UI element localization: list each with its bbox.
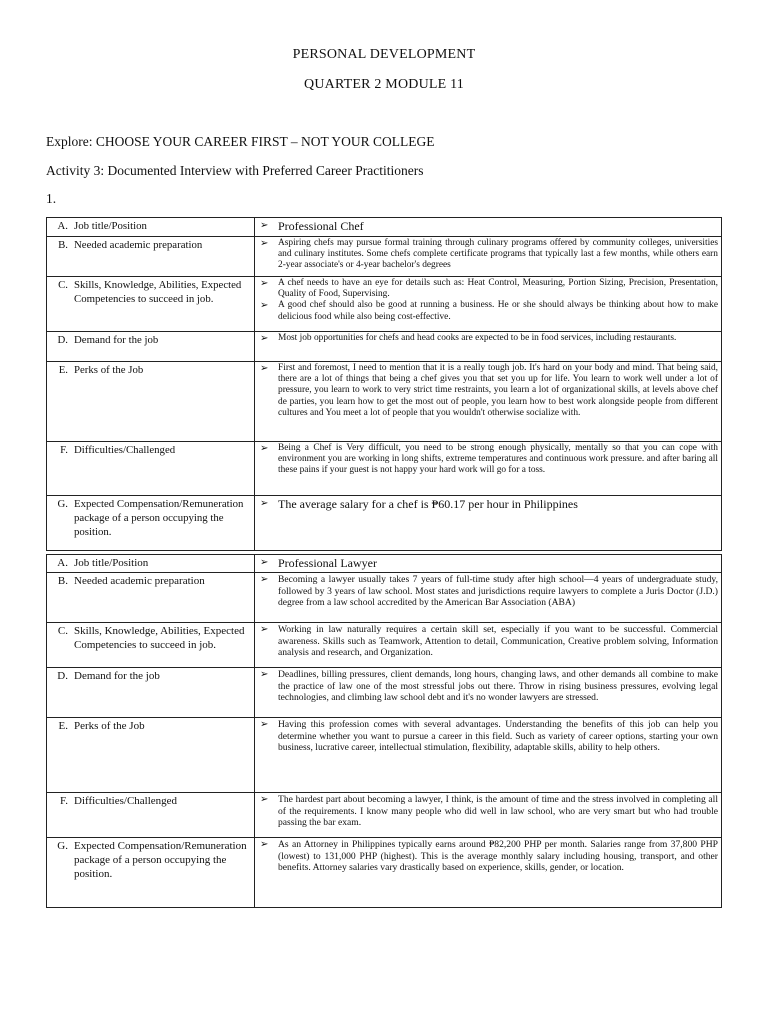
row-value-cell <box>255 718 722 793</box>
row-value-cell <box>255 573 722 623</box>
row-label: Needed academic preparation <box>74 575 205 587</box>
bullet-arrow-icon: ➢ <box>260 498 269 509</box>
row-label-cell <box>47 668 255 718</box>
bullet-arrow-icon: ➢ <box>260 333 269 344</box>
row-label: Difficulties/Challenged <box>74 795 178 807</box>
bullet-text: Having this profession comes with several advantages. Understanding the benefits of this job can help you determine whether you want to pursue a career in this field. Such as variety of career options, starting your own business, lucrative career, intellectual stimulation, flexibility, adaptable skills, ability to help others. <box>278 719 718 754</box>
table-row <box>47 718 722 793</box>
bullet-arrow-icon: ➢ <box>260 574 269 585</box>
table-row <box>47 496 722 551</box>
row-letter: E. <box>58 364 68 376</box>
bullet-text: Deadlines, billing pressures, client demands, long hours, changing laws, and other demands all combine to make the practice of law one of the most stressful jobs out there. Throw in rising business pressures, evolving legal technologies, and climbing law school debt and it's no wonder lawyers are stressed. <box>278 669 718 704</box>
bullet-text: Aspiring chefs may pursue formal training through culinary programs offered by community colleges, universities and culinary institutes. Some chefs complete certificate programs that typically last a few months, while others earn 2-year associate's or 4-year bachelor's degrees <box>278 238 718 271</box>
row-letter: D. <box>57 670 68 682</box>
row-letter: C. <box>58 279 68 291</box>
bullet-text: Working in law naturally requires a certain skill set, especially if you want to be successful. Commercial awareness. Skills such as Teamwork, Attention to detail, Communication, Creative problem solving, Information analysis and research, and Organization. <box>278 624 718 659</box>
bullet-text: The hardest part about becoming a lawyer, I think, is the amount of time and the stress involved in completing all of the requirements. I know many people who did well in law school, who are very smart but who had trouble passing the bar exam. <box>278 794 718 829</box>
table-row <box>47 332 722 362</box>
row-value-cell <box>255 237 722 277</box>
row-letter: F. <box>60 444 68 456</box>
table-row <box>47 838 722 908</box>
row-letter: B. <box>58 239 68 251</box>
row-label: Skills, Knowledge, Abilities, Expected Competencies to succeed in job. <box>74 625 245 651</box>
row-value-cell <box>255 496 722 551</box>
bullet-text: Professional Lawyer <box>278 556 377 570</box>
row-label: Demand for the job <box>74 670 160 682</box>
table-row <box>47 668 722 718</box>
activity-heading: Activity 3: Documented Interview with Preferred Career Practitioners <box>46 163 424 178</box>
row-label-cell <box>47 718 255 793</box>
row-value-cell <box>255 218 722 237</box>
row-letter: C. <box>57 625 68 637</box>
row-label: Expected Compensation/Remuneration package of a person occupying the position. <box>74 840 247 880</box>
row-letter: G. <box>57 840 68 852</box>
bullet-arrow-icon: ➢ <box>260 557 269 568</box>
row-label-cell <box>47 237 255 277</box>
bullet-text: Being a Chef is Very difficult, you need to be strong enough physically, mentally so that you can cope with environment you are working in long shifts, extreme temperatures and continuous work pressure. and after baring all these pains if your guest is not happy your hard work will go for a toss. <box>278 443 718 476</box>
row-letter: F. <box>60 795 68 807</box>
row-label: Expected Compensation/Remuneration package of a person occupying the position. <box>74 498 244 538</box>
row-label-cell <box>47 218 255 237</box>
bullet-arrow-icon: ➢ <box>260 839 269 850</box>
row-value-cell <box>255 793 722 838</box>
row-label: Perks of the Job <box>74 364 144 376</box>
table-row <box>47 277 722 332</box>
row-value-cell <box>255 668 722 718</box>
bullet-arrow-icon: ➢ <box>260 238 269 249</box>
chef-career-table <box>46 217 722 551</box>
table-row <box>47 555 722 573</box>
row-value-cell <box>255 362 722 442</box>
bullet-text: As an Attorney in Philippines typically earns around ₱82,200 PHP per month. Salaries range from 37,800 PHP (lowest) to 131,000 PHP (highest). This is the average monthly salary including housing, transport, and other benefits. Attorney salaries vary drastically based on experience, skills, gender, or location. <box>278 839 718 874</box>
table-row <box>47 623 722 668</box>
row-label: Skills, Knowledge, Abilities, Expected Competencies to succeed in job. <box>74 279 242 305</box>
table-row <box>47 442 722 496</box>
row-label-cell <box>47 573 255 623</box>
bullet-arrow-icon: ➢ <box>260 624 269 635</box>
row-label-cell <box>47 442 255 496</box>
row-label-cell <box>47 277 255 332</box>
row-letter: D. <box>57 334 68 346</box>
row-label-cell <box>47 362 255 442</box>
row-label-cell <box>47 623 255 668</box>
table-row <box>47 573 722 623</box>
row-label-cell <box>47 793 255 838</box>
bullet-arrow-icon: ➢ <box>260 363 269 374</box>
bullet-text: First and foremost, I need to mention that it is a really tough job. It's hard on your body and mind. That being said, there are a lot of things that being a chef gives you that set you up for life. You learn to work well under a lot of pressure, you learn to work to very strict time restraints, you learn a lot of organizational skills, at levels above chef de parties, you learn how to get the most out of people, you learn how to best work alongside people from different cultures and You meet a lot of people that you wouldn't otherwise socialize with. <box>278 363 718 418</box>
item-number: 1. <box>46 191 57 206</box>
bullet-arrow-icon: ➢ <box>260 669 269 680</box>
row-letter: A. <box>57 220 68 232</box>
row-letter: B. <box>57 575 68 587</box>
bullet-text: Professional Chef <box>278 219 364 233</box>
bullet-arrow-icon: ➢ <box>260 719 269 730</box>
bullet-text: A good chef should also be good at running a business. He or she should always be thinking about how to make delicious food while also being cost-effective. <box>278 300 718 322</box>
explore-heading: Explore: CHOOSE YOUR CAREER FIRST – NOT YOUR COLLEGE <box>46 134 435 149</box>
row-label-cell <box>47 555 255 573</box>
table-row <box>47 218 722 237</box>
row-label: Demand for the job <box>74 334 159 346</box>
row-letter: E. <box>58 720 68 732</box>
row-label-cell <box>47 496 255 551</box>
document-subtitle: QUARTER 2 MODULE 11 <box>304 77 464 92</box>
row-value-cell <box>255 555 722 573</box>
table-row <box>47 793 722 838</box>
row-value-cell <box>255 442 722 496</box>
bullet-text: A chef needs to have an eye for details such as: Heat Control, Measuring, Portion Sizing, Precision, Presentation, Quality of Food, Supervising. <box>278 278 718 300</box>
row-label-cell <box>47 838 255 908</box>
bullet-arrow-icon: ➢ <box>260 794 269 805</box>
row-value-cell <box>255 623 722 668</box>
row-letter: A. <box>57 557 68 569</box>
row-label-cell <box>47 332 255 362</box>
row-label: Job title/Position <box>74 557 149 569</box>
bullet-arrow-icon: ➢ <box>260 443 269 454</box>
bullet-arrow-icon: ➢ <box>260 300 269 312</box>
bullet-text: Becoming a lawyer usually takes 7 years of full-time study after high school—4 years of undergraduate study, followed by 3 years of law school. Most states and jurisdictions require lawyers to complete a Juris Doctor (J.D.) degree from a law school accredited by the American Bar Association (ABA) <box>278 574 718 609</box>
row-label: Job title/Position <box>74 220 147 232</box>
row-label: Needed academic preparation <box>74 239 203 251</box>
table-row <box>47 237 722 277</box>
row-label: Perks of the Job <box>74 720 145 732</box>
bullet-text: The average salary for a chef is ₱60.17 per hour in Philippines <box>278 497 578 511</box>
row-label: Difficulties/Challenged <box>74 444 176 456</box>
document-title: PERSONAL DEVELOPMENT <box>292 47 476 62</box>
row-letter: G. <box>57 498 68 510</box>
bullet-arrow-icon: ➢ <box>260 278 269 289</box>
bullet-arrow-icon: ➢ <box>260 220 269 231</box>
row-value-cell <box>255 277 722 332</box>
row-value-cell <box>255 332 722 362</box>
bullet-text: Most job opportunities for chefs and head cooks are expected to be in food services, including restaurants. <box>278 333 677 343</box>
table-row <box>47 362 722 442</box>
row-value-cell <box>255 838 722 908</box>
lawyer-career-table <box>46 554 722 908</box>
